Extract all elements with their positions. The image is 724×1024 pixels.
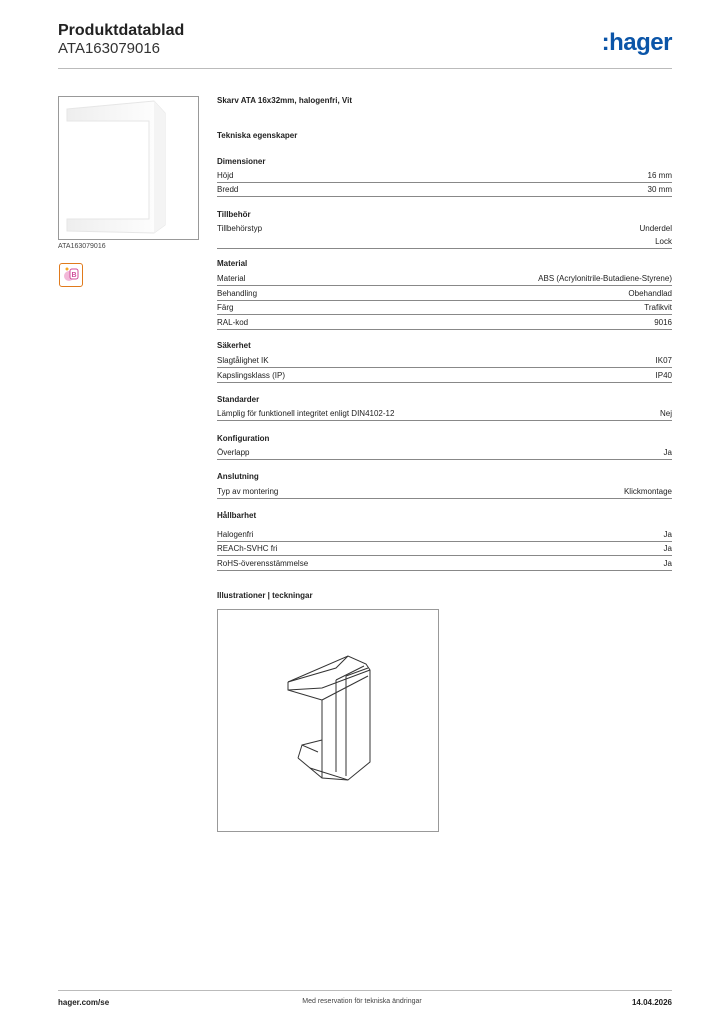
table-row: Tillbehörstyp Underdel Lock — [217, 222, 672, 249]
section-heading: Standarder — [217, 395, 260, 404]
product-number: ATA163079016 — [58, 40, 161, 57]
illustrations-heading: Illustrationer | teckningar — [217, 591, 313, 600]
table-row: RAL-kod 9016 — [217, 316, 672, 330]
section-heading: Konfiguration — [217, 434, 270, 443]
table-row: Överlapp Ja — [217, 446, 672, 460]
technical-drawing — [217, 609, 439, 832]
table-row: Höjd 16 mm — [217, 169, 672, 183]
section-heading: Anslutning — [217, 472, 259, 481]
section-heading: Säkerhet — [217, 341, 251, 350]
table-row: RoHS-överensstämmelse Ja — [217, 557, 672, 571]
table-row: Färg Trafikvit — [217, 301, 672, 315]
table-row: Kapslingsklass (IP) IP40 — [217, 369, 672, 383]
product-image — [58, 96, 199, 240]
section-heading: Material — [217, 259, 248, 268]
table-row: Bredd 30 mm — [217, 183, 672, 197]
image-caption: ATA163079016 — [58, 243, 106, 250]
table-row: Behandling Obehandlad — [217, 287, 672, 301]
page-title: Produktdatablad — [58, 22, 185, 39]
footer-date: 14.04.2026 — [631, 998, 672, 1007]
footer-divider — [58, 990, 672, 991]
table-row: Material ABS (Acrylonitrile-Butadiene-Styrene) — [217, 272, 672, 286]
section-heading: Hållbarhet — [217, 511, 257, 520]
halogen-free-icon — [59, 263, 83, 287]
table-row: Slagtålighet IK IK07 — [217, 354, 672, 368]
section-heading: Tillbehör — [217, 210, 251, 219]
svg-text:B: B — [71, 272, 77, 279]
footer-url: hager.com/se — [58, 998, 110, 1007]
header-divider — [58, 68, 672, 69]
section-heading: Dimensioner — [217, 157, 266, 166]
table-row: Lämplig för funktionell integritet enligt DIN4102-12 Nej — [217, 407, 672, 421]
product-title: Skarv ATA 16x32mm, halogenfri, Vit — [217, 96, 353, 105]
hager-logo: :hager — [601, 29, 672, 56]
footer-disclaimer: Med reservation för tekniska ändringar — [302, 998, 422, 1005]
table-row: Halogenfri Ja — [217, 528, 672, 542]
tech-heading: Tekniska egenskaper — [217, 131, 298, 140]
table-row: Typ av montering Klickmontage — [217, 485, 672, 499]
table-row: REACh-SVHC fri Ja — [217, 542, 672, 556]
